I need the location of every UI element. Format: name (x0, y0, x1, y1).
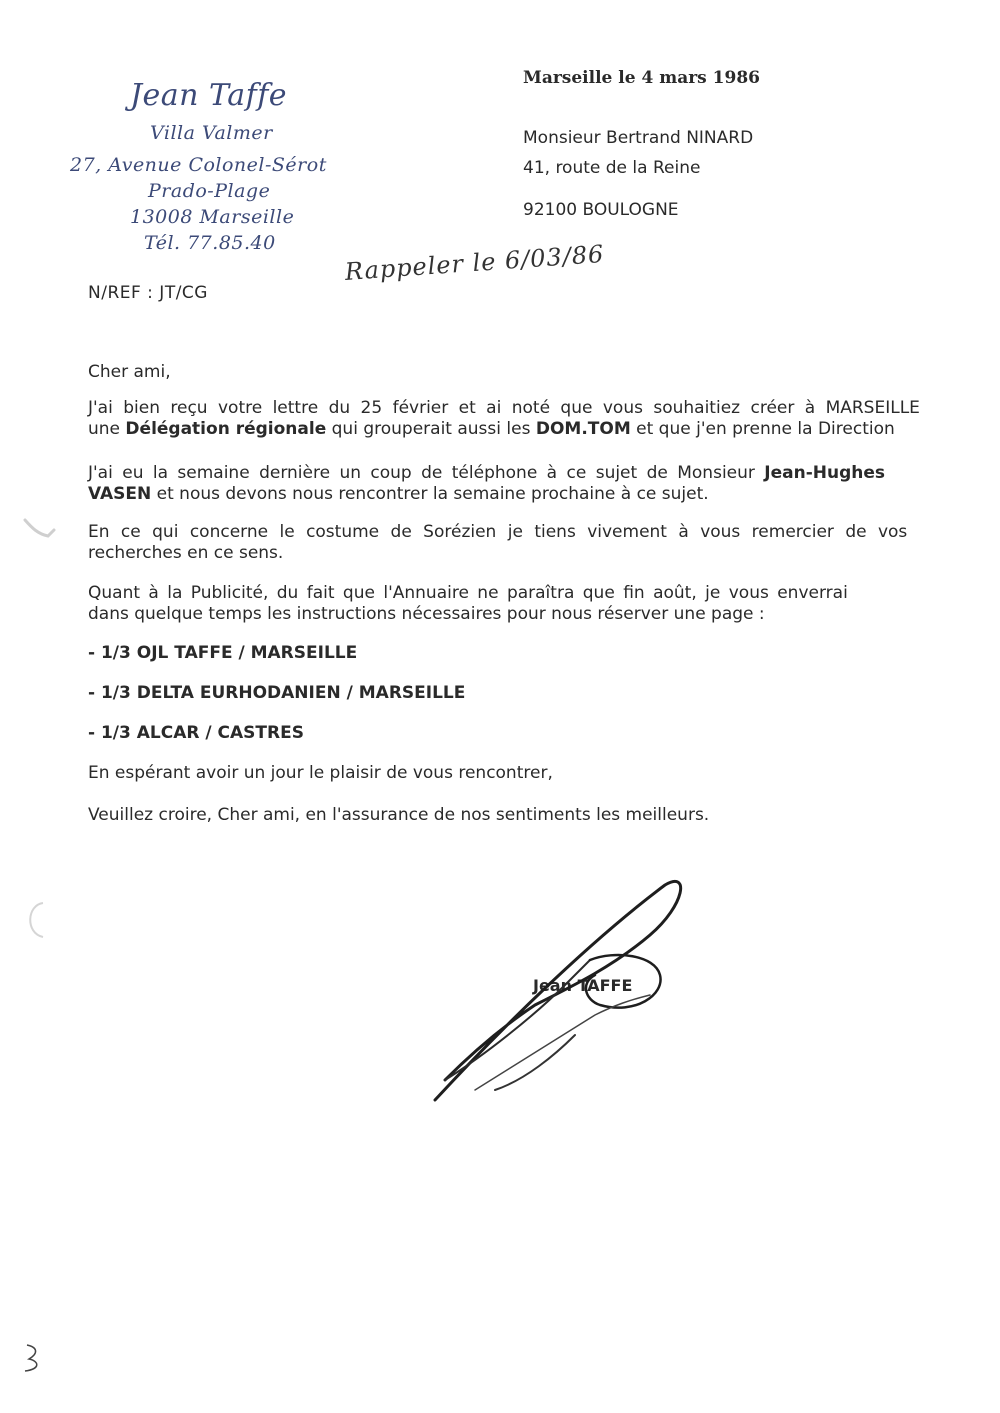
letterhead-prado: Prado-Plage (148, 180, 271, 202)
recipient-street: 41, route de la Reine (523, 158, 701, 178)
greeting: Cher ami, (88, 362, 171, 382)
paragraph-3-line-1: En ce qui concerne le costume de Sorézien je tiens vivement à vous remercier de vos (88, 522, 908, 542)
paragraph-4-line-1: Quant à la Publicité, du fait que l'Annuaire ne paraîtra que fin août, je vous enverrai (88, 583, 848, 603)
paragraph-1-line-1 (88, 398, 918, 419)
bullet-3: - 1/3 ALCAR / CASTRES (88, 723, 304, 743)
letterhead-villa: Villa Valmer (150, 122, 273, 144)
closing-1: En espérant avoir un jour le plaisir de vous rencontrer, (88, 763, 553, 783)
bullet-1: - 1/3 OJL TAFFE / MARSEILLE (88, 643, 358, 663)
paragraph-2-line-1 (88, 463, 918, 484)
p2-line2-b: et nous devons nous rencontrer la semaine prochaine à ce sujet. (151, 484, 709, 504)
letterhead-avenue: 27, Avenue Colonel-Sérot (70, 154, 327, 176)
p1-line2-bold2: DOM.TOM (535, 419, 631, 439)
letterhead-tel: Tél. 77.85.40 (144, 232, 276, 254)
corner-mark-icon (15, 1335, 55, 1380)
p1-line2-c: et que j'en prenne la Direction (630, 419, 895, 439)
p2-line1-bold: Jean-Hughes (764, 463, 886, 483)
paragraph-2-line-2 (88, 484, 918, 505)
p1-line2-bold: Délégation régionale (125, 419, 327, 439)
closing-2: Veuillez croire, Cher ami, en l'assurance de nos sentiments les meilleurs. (88, 805, 710, 825)
signature-name: Jean TAFFE (533, 976, 633, 995)
recipient-city: 92100 BOULOGNE (523, 200, 679, 220)
signature-scribble (415, 865, 705, 1115)
p1-line2-a: une (88, 419, 126, 439)
paragraph-2 (88, 463, 918, 505)
punch-hole-icon (15, 895, 55, 945)
p2-line1-a: J'ai eu la semaine dernière un coup de téléphone à ce sujet de Monsieur (88, 463, 765, 483)
p1-line1-text: J'ai bien reçu votre lettre du 25 février et ai noté que vous souhaitiez créer à MARSEILLE (88, 398, 920, 418)
letter-date: Marseille le 4 mars 1986 (523, 68, 760, 88)
letterhead-city: 13008 Marseille (130, 206, 295, 228)
handwritten-annotation: Rappeler le 6/03/86 (344, 239, 606, 286)
reference: N/REF : JT/CG (88, 283, 208, 303)
paragraph-4-line-2: dans quelque temps les instructions nécessaires pour nous réserver une page : (88, 604, 765, 624)
recipient-name: Monsieur Bertrand NINARD (523, 128, 754, 148)
p2-line2-bold: VASEN (88, 484, 152, 504)
paragraph-4 (88, 583, 918, 625)
paragraph-1-line-2 (88, 419, 918, 440)
p1-line2-b: qui grouperait aussi les (326, 419, 536, 439)
margin-mark-icon (20, 510, 60, 550)
paragraph-3-line-2: recherches en ce sens. (88, 543, 284, 563)
letterhead-name: Jean Taffe (130, 78, 288, 113)
paragraph-3 (88, 522, 918, 564)
bullet-2: - 1/3 DELTA EURHODANIEN / MARSEILLE (88, 683, 466, 703)
paragraph-1 (88, 398, 918, 440)
